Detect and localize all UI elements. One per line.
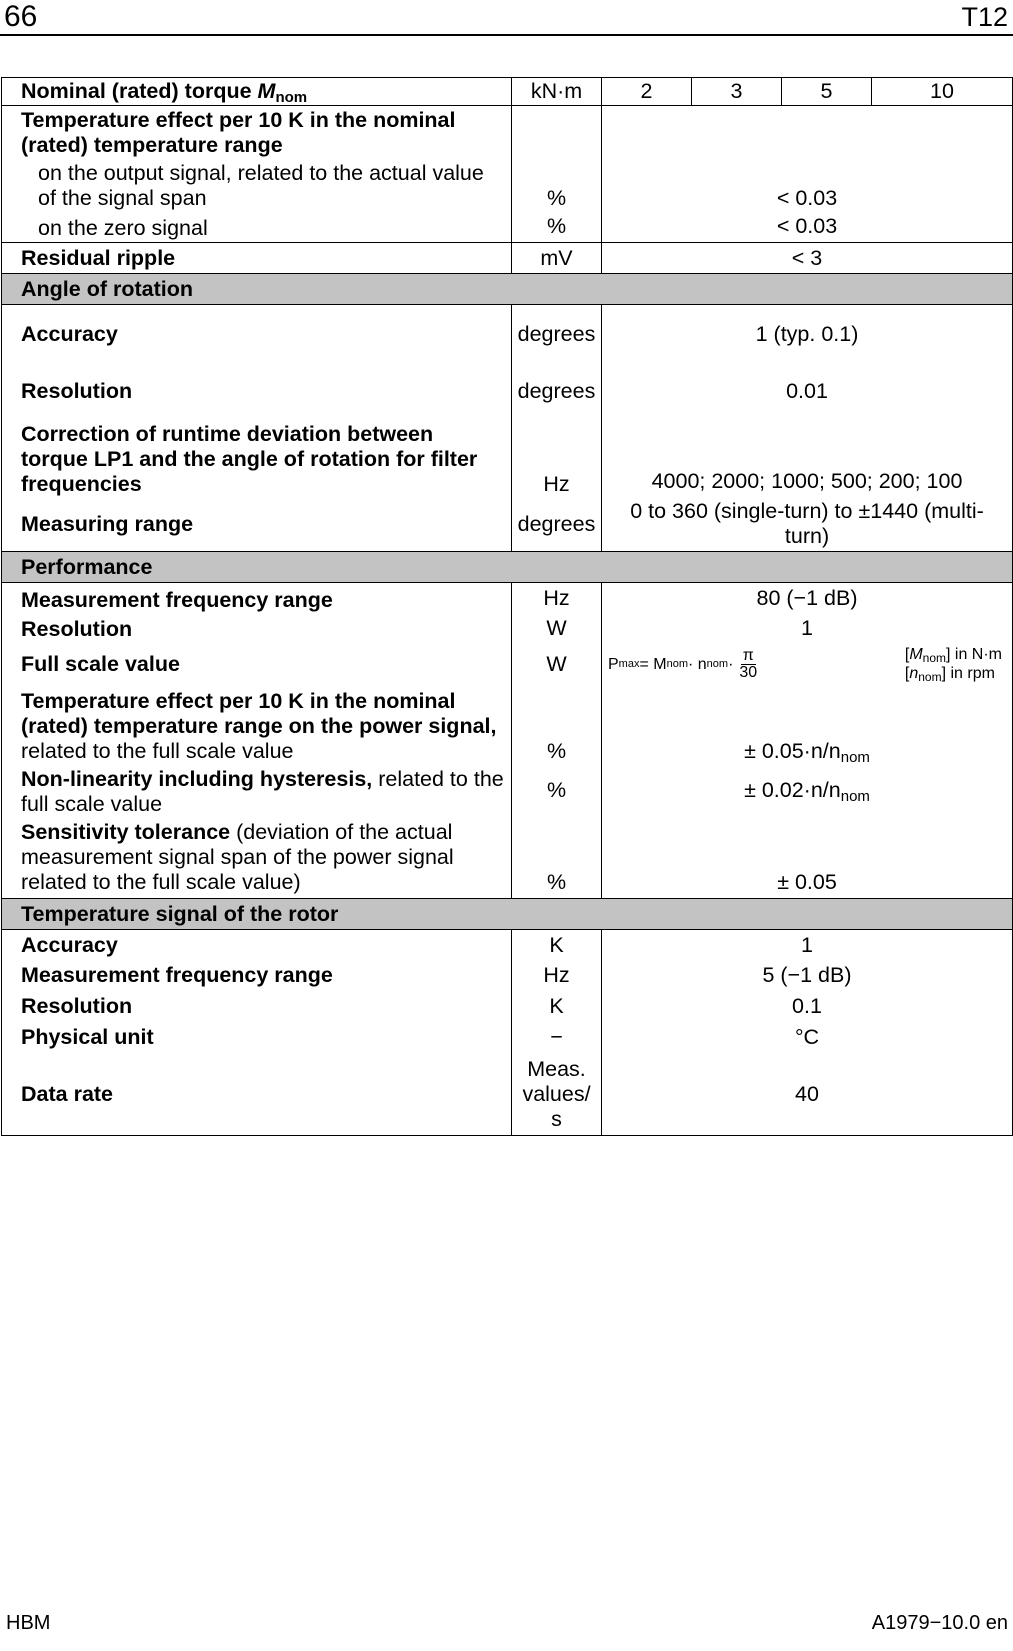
- angle-resolution-label: Resolution: [2, 363, 512, 419]
- rotor-resolution-unit: K: [512, 991, 602, 1022]
- temp-effect-zero-row: [2, 211, 1013, 243]
- angle-accuracy-unit: degrees: [512, 305, 602, 364]
- nominal-torque-value-3: 3: [692, 78, 782, 106]
- perf-sensitivity-row: [2, 817, 1013, 899]
- section-title: Angle of rotation: [2, 274, 1013, 305]
- rotor-resolution-label: Resolution: [2, 991, 512, 1022]
- formula-units-note: $[M_{nom}]$ in N·m $[n_{nom}]$ in rpm: [904, 646, 1002, 684]
- temp-effect-output-label: on the output signal, related to the actual value of the signal span: [38, 161, 484, 210]
- perf-temp-effect-unit: %: [512, 685, 602, 764]
- perf-sensitivity-value: ± 0.05: [602, 817, 1013, 899]
- nominal-torque-row: [2, 78, 1013, 106]
- rotor-data-rate-label: Data rate: [2, 1053, 512, 1136]
- perf-full-scale-unit: W: [512, 643, 602, 685]
- temp-effect-zero-value: < 0.03: [602, 211, 1013, 243]
- angle-resolution-row: [2, 363, 1013, 419]
- rotor-data-rate-value: 40: [602, 1053, 1013, 1136]
- perf-resolution-label: Resolution: [2, 614, 512, 643]
- rotor-frequency-row: [2, 960, 1013, 991]
- section-title: Performance: [2, 552, 1013, 583]
- angle-resolution-unit: degrees: [512, 363, 602, 419]
- perf-nonlinearity-value: ± $0.02\cdot n/n_{nom}$: [602, 764, 1013, 817]
- angle-range-row: [2, 497, 1013, 552]
- rotor-data-rate-row: [2, 1053, 1013, 1136]
- perf-frequency-unit: Hz: [512, 583, 602, 615]
- angle-accuracy-row: [2, 305, 1013, 364]
- residual-ripple-value: < 3: [602, 243, 1013, 274]
- perf-sensitivity-label: Sensitivity tolerance (deviation of the actual measurement signal span of the power signal related to the full scale value): [2, 817, 512, 899]
- perf-nonlinearity-unit: %: [512, 764, 602, 817]
- section-title: Temperature signal of the rotor: [2, 899, 1013, 930]
- specification-table: [1, 77, 1013, 1136]
- rotor-accuracy-row: [2, 930, 1013, 961]
- perf-full-scale-formula-cell: [602, 643, 1013, 685]
- document-code: T12: [961, 2, 1008, 32]
- section-angle-of-rotation: [2, 274, 1013, 305]
- angle-range-unit: degrees: [512, 497, 602, 552]
- section-rotor-temperature: [2, 899, 1013, 930]
- rotor-physical-unit-label: Physical unit: [2, 1022, 512, 1053]
- angle-correction-unit: Hz: [512, 419, 602, 497]
- rotor-physical-unit-value: °C: [602, 1022, 1013, 1053]
- nominal-torque-value-2: 2: [602, 78, 692, 106]
- angle-range-label: Measuring range: [2, 497, 512, 552]
- angle-correction-row: [2, 419, 1013, 497]
- angle-correction-label: Correction of runtime deviation between torque LP1 and the angle of rotation for filter frequencies: [2, 419, 512, 497]
- perf-temp-effect-value: ± $0.05\cdot n/n_{nom}$: [602, 685, 1013, 764]
- temp-effect-zero-unit: %: [512, 211, 602, 243]
- perf-resolution-value: 1: [602, 614, 1013, 643]
- perf-frequency-label: Measurement frequency range: [2, 583, 512, 615]
- nominal-torque-unit: kN·m: [512, 78, 602, 106]
- rotor-frequency-label: Measurement frequency range: [2, 960, 512, 991]
- temp-effect-output-value: < 0.03: [602, 158, 1013, 211]
- perf-temp-effect-row: [2, 685, 1013, 764]
- temp-effect-output-row: [2, 158, 1013, 211]
- temp-effect-output-unit: %: [512, 158, 602, 211]
- rotor-frequency-unit: Hz: [512, 960, 602, 991]
- power-formula: P max = M nom · n nom · $\frac{\pi}{30}$: [608, 646, 758, 681]
- nominal-torque-value-5: 5: [782, 78, 872, 106]
- temp-effect-heading-row: [2, 106, 1013, 159]
- header-rule: [0, 34, 1013, 36]
- nominal-torque-value-10: 10: [872, 78, 1013, 106]
- perf-full-scale-row: [2, 643, 1013, 685]
- temp-effect-zero-label: on the zero signal: [38, 215, 208, 240]
- page-number: 66: [4, 0, 38, 33]
- residual-ripple-label: Residual ripple: [2, 243, 512, 274]
- rotor-physical-unit-row: [2, 1022, 1013, 1053]
- angle-accuracy-value: 1 (typ. 0.1): [602, 305, 1013, 364]
- perf-frequency-value: 80 (−1 dB): [602, 583, 1013, 615]
- perf-temp-effect-label: Temperature effect per 10 K in the nominal (rated) temperature range on the power signal, related to the full scale value: [2, 685, 512, 764]
- rotor-frequency-value: 5 (−1 dB): [602, 960, 1013, 991]
- rotor-accuracy-value: 1: [602, 930, 1013, 961]
- pi-over-30-fraction: $\frac{\pi}{30}$: [739, 646, 758, 681]
- residual-ripple-unit: mV: [512, 243, 602, 274]
- perf-nonlinearity-label: Non-linearity including hysteresis, related to the full scale value: [2, 764, 512, 817]
- perf-nonlinearity-row: [2, 764, 1013, 817]
- rotor-resolution-value: 0.1: [602, 991, 1013, 1022]
- perf-sensitivity-unit: %: [512, 817, 602, 899]
- rotor-accuracy-unit: K: [512, 930, 602, 961]
- nominal-torque-label: Nominal (rated) torque $M_{nom}$: [2, 78, 512, 106]
- perf-resolution-unit: W: [512, 614, 602, 643]
- angle-correction-value: 4000; 2000; 1000; 500; 200; 100: [602, 419, 1013, 497]
- angle-resolution-value: 0.01: [602, 363, 1013, 419]
- footer-document-id: A1979−10.0 en: [871, 1612, 1008, 1634]
- perf-resolution-row: [2, 614, 1013, 643]
- rotor-accuracy-label: Accuracy: [2, 930, 512, 961]
- section-performance: [2, 552, 1013, 583]
- perf-full-scale-label: Full scale value: [2, 643, 512, 685]
- rotor-data-rate-unit: Meas. values/ s: [512, 1053, 602, 1136]
- footer-company: HBM: [6, 1612, 51, 1634]
- rotor-resolution-row: [2, 991, 1013, 1022]
- residual-ripple-row: [2, 243, 1013, 274]
- angle-range-value: 0 to 360 (single-turn) to ±1440 (multi-turn): [602, 497, 1013, 552]
- rotor-physical-unit-unit: −: [512, 1022, 602, 1053]
- temp-effect-heading: Temperature effect per 10 K in the nominal (rated) temperature range: [2, 106, 512, 159]
- angle-accuracy-label: Accuracy: [2, 305, 512, 364]
- perf-frequency-row: [2, 583, 1013, 615]
